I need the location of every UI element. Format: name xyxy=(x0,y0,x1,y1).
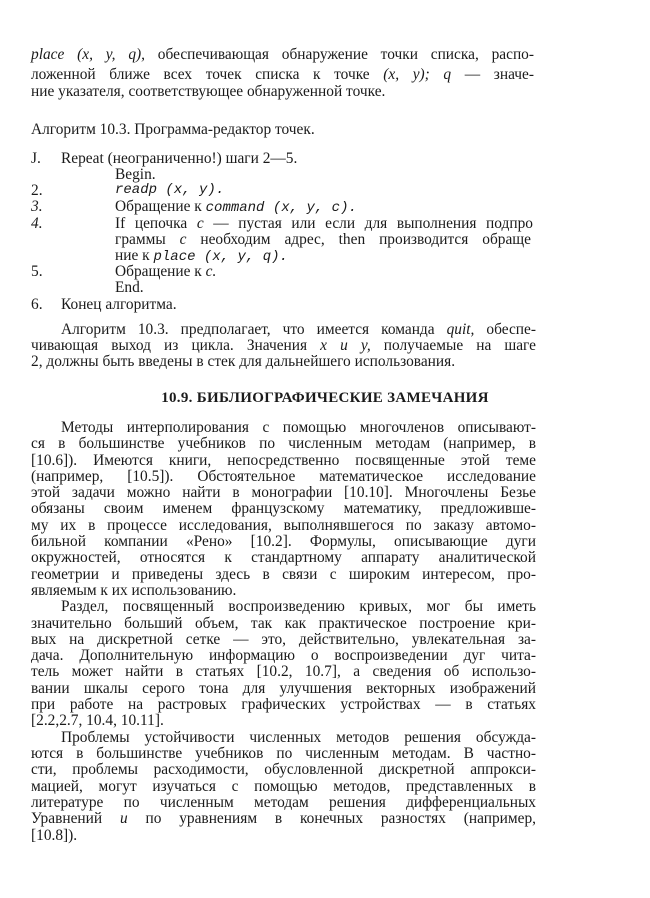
para1-line: ся в большинстве учебников по численным методам (например, в xyxy=(31,435,536,452)
para1-line: му их в процессе исследования, выполнявшегося по заказу автомо- xyxy=(31,517,536,534)
step-4-line-2 xyxy=(115,231,531,248)
step-number: J. xyxy=(31,150,41,167)
step-4-text: ние к xyxy=(115,247,154,264)
intro-line-3: ние указателя, соответствующее обнаруженной точке. xyxy=(31,83,386,100)
intro-text: обеспечивающая обнаружение точки списка, распо- xyxy=(145,46,534,63)
step-number: 2. xyxy=(31,182,43,199)
var-c: c. xyxy=(205,263,217,280)
para1-line: окружностей, относятся к стандартному аппарату аналитической xyxy=(31,549,536,566)
para2-line: при работе на растровых графических устройствах — в статьях xyxy=(31,696,536,713)
var-c: c xyxy=(196,215,204,232)
var-x: x xyxy=(320,337,328,354)
note-line-3: 2, должны быть введены в стек для дальнейшего использования. xyxy=(31,353,456,370)
note-text: получаемые на шаге xyxy=(370,337,536,354)
para1-line: (например, [10.5]). Обстоятельное математическое исследование xyxy=(31,468,536,485)
step-number: 4. xyxy=(31,215,43,232)
begin-keyword: Begin. xyxy=(115,166,156,183)
para2-line: вых на дискретной сетке — это, действительно, увлекательная за- xyxy=(31,631,536,648)
para3-line xyxy=(31,810,536,827)
para3-line: сти, проблемы расходимости, обусловленной дискретной аппрокси- xyxy=(31,761,536,778)
intro-line-2 xyxy=(31,66,534,83)
para1-line: бильной компании «Рено» [10.2]. Формулы, описывающие дуги xyxy=(31,533,536,550)
command-ref: command (x, y, c). xyxy=(205,200,357,216)
para3-line: мацией, могут изучаться с помощью методов, представленных в xyxy=(31,778,536,795)
para2-line: тель может найти в статьях [10.2, 10.7], а сведения об использо- xyxy=(31,663,536,680)
var-y: y, xyxy=(360,337,371,354)
note-line-1 xyxy=(61,321,536,338)
section-heading: 10.9. БИБЛИОГРАФИЧЕСКИЕ ЗАМЕЧАНИЯ xyxy=(161,390,489,406)
para1-line: этой задачи можно найти в монографии [10.10]. Многочлены Безье xyxy=(31,484,536,501)
note-text: Алгоритм 10.3. предполагает, что имеется команда xyxy=(61,321,447,338)
para3-line: литературе по численным методам решения дифференциальных xyxy=(31,794,536,811)
para2-line: значительно больший объем, так как практическое построение кри- xyxy=(31,615,536,632)
note-text: и xyxy=(327,337,361,354)
note-line-2 xyxy=(31,337,536,354)
step-number: 3. xyxy=(31,198,43,215)
step-4-line-1 xyxy=(115,215,533,232)
para1-line: [10.6]). Имеются книги, непосредственно посвященные этой теме xyxy=(31,452,536,469)
step-number: 6. xyxy=(31,296,43,313)
step-number: 5. xyxy=(31,263,43,280)
intro-text: ложенной ближе всех точек списка к точке xyxy=(31,66,384,83)
point-ref: (x, y); q xyxy=(383,66,452,83)
para1-line: геометрии и приведены здесь в связи с широким интересом, про- xyxy=(31,566,536,583)
para2-line: дача. Дополнительную информацию о воспроизведении дуг чита- xyxy=(31,647,536,664)
para3-line: ются в большинстве учебников по численным методам. В частно- xyxy=(31,745,536,762)
step-4-text: If цепочка xyxy=(115,215,197,232)
step-4-text: — пустая или если для выполнения подпро xyxy=(203,215,533,232)
para3-line: [10.8]). xyxy=(31,827,78,844)
intro-line-1 xyxy=(31,46,534,63)
end-keyword: End. xyxy=(115,279,144,296)
para1-line: обязаны своим именем французскому математику, предложивше- xyxy=(31,500,536,517)
step-5-prefix: Обращение к xyxy=(115,263,206,280)
para2-line: [2.2,2.7, 10.4, 10.11]. xyxy=(31,712,164,729)
intro-text: — значе- xyxy=(451,66,534,83)
para2-line: вании шкалы серого тона для улучшения векторных изображений xyxy=(31,680,536,697)
step-4-text: граммы xyxy=(115,231,180,248)
para3-line: Проблемы устойчивости численных методов решения обсужда- xyxy=(61,729,536,746)
step-3-prefix: Обращение к xyxy=(115,198,206,215)
var-u: и xyxy=(119,810,128,827)
step-2-text: readp (x, y). xyxy=(115,182,225,198)
step-1-text: Repeat (неограниченно!) шаги 2—5. xyxy=(61,150,298,167)
para1-line: Методы интерполирования с помощью многочленов описывают- xyxy=(61,419,536,436)
para3-text: по уравнениям в конечных разностях (например, xyxy=(127,810,536,827)
algorithm-title: Алгоритм 10.3. Программа-редактор точек. xyxy=(31,121,315,138)
place-function-ref: place (x, y, q), xyxy=(31,46,145,63)
para2-line: Раздел, посвященный воспроизведению кривых, мог бы иметь xyxy=(61,598,536,615)
step-6-text: Конец алгоритма. xyxy=(61,296,177,313)
note-text: обеспе- xyxy=(474,321,536,338)
quit-ref: quit, xyxy=(446,321,475,338)
step-4-text: необходим адрес, then производится обраще xyxy=(186,231,531,248)
para1-line: являемым к их использованию. xyxy=(31,582,237,599)
para3-text: Уравнений xyxy=(31,810,120,827)
note-text: чивающая выход из цикла. Значения xyxy=(31,337,321,354)
step-5-text xyxy=(115,263,216,280)
var-c: c xyxy=(179,231,187,248)
place-ref: place (x, y, q). xyxy=(153,249,288,265)
